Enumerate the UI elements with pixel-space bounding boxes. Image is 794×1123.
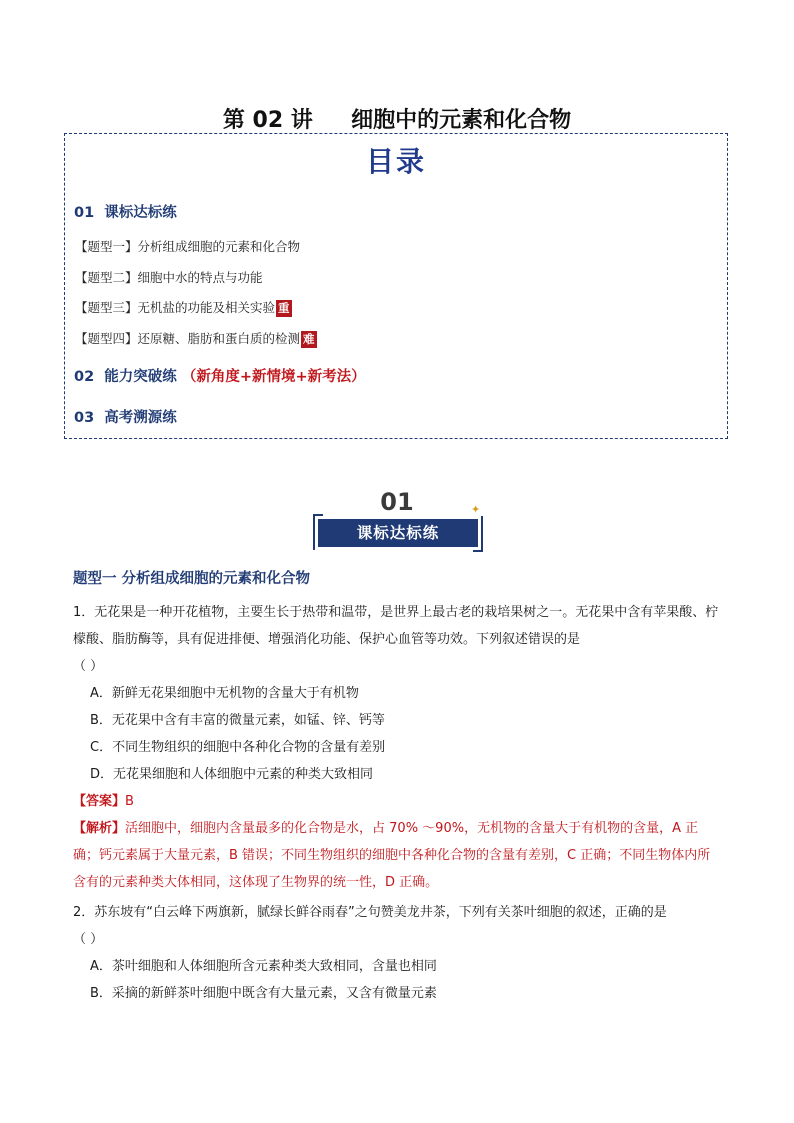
toc-item-type-2[interactable] (75, 268, 263, 286)
section-badge (313, 514, 483, 552)
option-a: A．茶叶细胞和人体细胞所含元素种类大致相同，含量也相同 (90, 959, 437, 974)
toc-item-label: 【题型二】细胞中水的特点与功能 (75, 270, 263, 285)
answer-value: B (125, 794, 134, 809)
toc-section-extra: （新角度+新情境+新考法） (181, 369, 366, 385)
answer-line (73, 788, 723, 815)
key-point-tag: 重 (278, 301, 290, 315)
toc-section-number: 02 (74, 369, 95, 385)
question-stem: 2．苏东坡有“白云峰下两旗新，腻绿长鲜谷雨春”之句赞美龙井茶，下列有关茶叶细胞的叙述，正确的是 (73, 905, 667, 920)
toc-item-label: 【题型三】无机盐的功能及相关实验 (75, 300, 276, 315)
option-a: A．新鲜无花果细胞中无机物的含量大于有机物 (90, 686, 359, 701)
explanation-text: 活细胞中，细胞内含量最多的化合物是水，占 70% ～90%，无机物的含量大于有机物的含量，A 正确；钙元素属于大量元素，B 错误；不同生物组织的细胞中各种化合物的含量有差别，C 正确；不同生物体内所含有的元素种类大体相同，这体现了生物界的统一性，D 正确。 (73, 821, 711, 890)
toc-section-number: 03 (74, 410, 95, 426)
option-d: D．无花果细胞和人体细胞中元素的种类大致相同 (90, 767, 374, 782)
toc-heading: 目录 (365, 145, 426, 178)
option-c: C．不同生物组织的细胞中各种化合物的含量有差别 (90, 740, 386, 755)
question-stem: 1．无花果是一种开花植物，主要生长于热带和温带，是世界上最古老的栽培果树之一。无花果中含有苹果酸、柠檬酸、脂肪酶等，具有促进排便、增强消化功能、保护心血管等功效。下列叙述错误的是 (73, 605, 719, 647)
toc-item-type-4[interactable] (75, 329, 317, 348)
toc-section-label: 高考溯源练 (104, 410, 177, 426)
toc-section-01[interactable] (74, 201, 177, 222)
toc-section-number: 01 (74, 205, 95, 221)
section-badge-label: 课标达标练 (318, 519, 478, 547)
answer-label: 【答案】 (73, 794, 126, 809)
explanation-label: 【解析】 (73, 821, 126, 836)
difficulty-tag: 难 (303, 332, 315, 346)
toc-section-02[interactable] (74, 365, 366, 386)
table-of-contents (64, 133, 728, 439)
option-b: B．采摘的新鲜茶叶细胞中既含有大量元素，又含有微量元素 (90, 986, 437, 1001)
question-2 (73, 899, 723, 1007)
toc-item-label: 【题型四】还原糖、脂肪和蛋白质的检测 (75, 331, 301, 346)
question-type-title: 题型一 分析组成细胞的元素和化合物 (73, 571, 311, 587)
answer-bracket: （ ） (73, 659, 104, 674)
answer-bracket: （ ） (73, 932, 104, 947)
sparkle-icon: ✦ (471, 503, 481, 516)
toc-item-type-3[interactable] (75, 298, 292, 317)
question-1 (73, 599, 723, 896)
explanation (73, 815, 723, 896)
toc-item-label: 【题型一】分析组成细胞的元素和化合物 (75, 239, 301, 254)
section-number: 01 (380, 488, 414, 516)
option-b: B．无花果中含有丰富的微量元素，如锰、锌、钙等 (90, 713, 385, 728)
toc-section-03[interactable] (74, 406, 177, 427)
page-title: 第 02 讲 细胞中的元素和化合物 (222, 108, 572, 133)
toc-item-type-1[interactable] (75, 237, 300, 255)
toc-section-label: 能力突破练 (104, 369, 177, 385)
toc-section-label: 课标达标练 (104, 205, 177, 221)
